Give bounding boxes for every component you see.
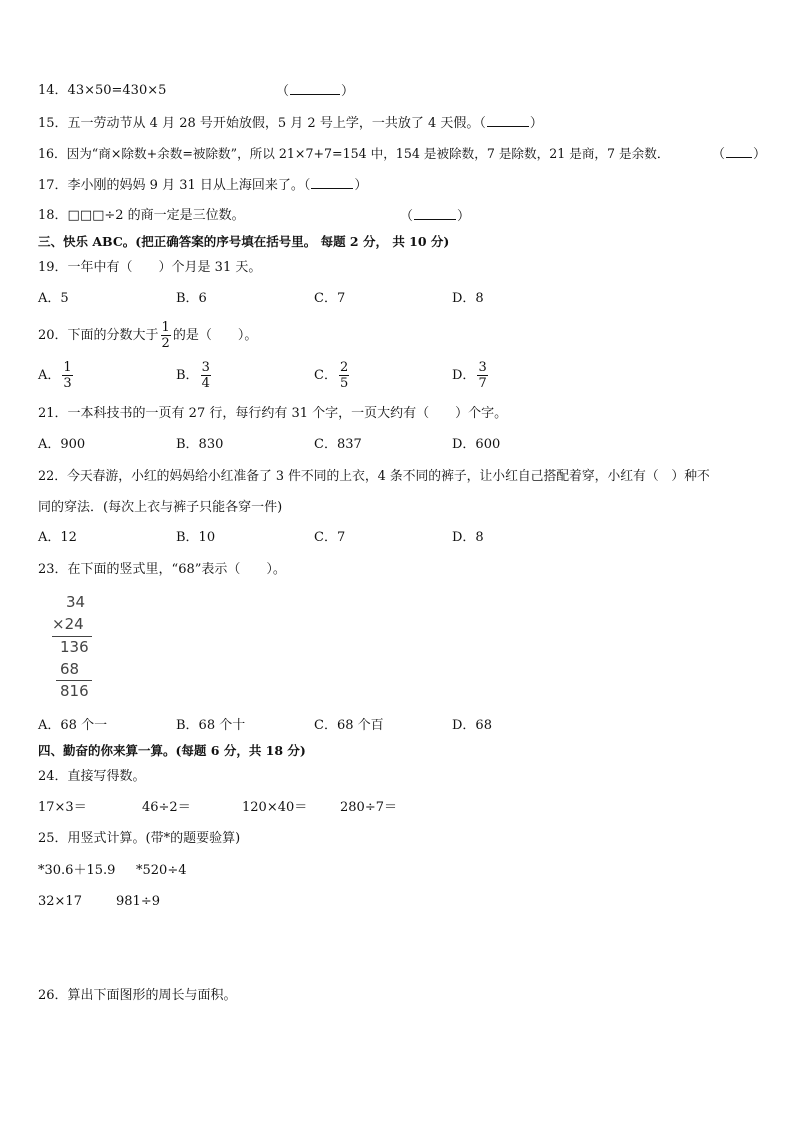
calc-item[interactable]: 981÷9	[116, 894, 160, 909]
section-3-title: 三、快乐 ABC。(把正确答案的序号填在括号里。 每题 2 分， 共 10 分)	[38, 234, 450, 249]
option-b[interactable]: B． $\frac{3}{4}$	[176, 360, 210, 391]
answer-blank[interactable]	[487, 114, 529, 127]
question-20: 20．下面的分数大于 $\frac{1}{2}$ 的是（ ）。	[38, 320, 258, 351]
question-14: 14．43×50=430×5	[38, 83, 167, 98]
vertical-multiplication	[52, 593, 112, 703]
question-19: 19．一年中有（ ）个月是 31 天。	[38, 260, 262, 275]
answer-paren-14[interactable]: （ ）	[276, 84, 355, 99]
option-c[interactable]: C．7	[314, 291, 346, 306]
answer-paren-18[interactable]: （ ）	[400, 209, 471, 224]
question-21: 21．一本科技书的一页有 27 行，每行约有 31 个字，一页大约有（ ）个字。	[38, 406, 508, 421]
question-16: 16．因为“商×除数+余数=被除数”，所以 21×7+7=154 中，154 是被除数，7 是除数，21 是商，7 是余数．	[38, 146, 670, 161]
option-c[interactable]: C．837	[314, 437, 362, 452]
option-d[interactable]: D．8	[452, 291, 484, 306]
fraction: $\frac{3}{7}$	[478, 360, 487, 391]
fraction: $\frac{1}{2}$	[161, 320, 170, 351]
divider-line	[56, 680, 92, 681]
option-d[interactable]: D．600	[452, 437, 501, 452]
question-17: 17．李小刚的妈妈 9 月 31 日从上海回来了。（ ）	[38, 178, 368, 193]
answer-blank[interactable]	[290, 82, 340, 95]
option-b[interactable]: B．10	[176, 530, 216, 545]
calc-item[interactable]: 32×17	[38, 894, 82, 909]
fraction: $\frac{1}{3}$	[63, 360, 72, 391]
option-d[interactable]: D．8	[452, 530, 484, 545]
question-25: 25．用竖式计算。(带*的题要验算)	[38, 831, 241, 846]
section-4-title: 四、勤奋的你来算一算。(每题 6 分，共 18 分)	[38, 743, 306, 758]
partial-product-2: 68	[60, 660, 80, 678]
product-result: 816	[60, 682, 89, 700]
answer-blank[interactable]	[414, 207, 456, 220]
option-a[interactable]: A．12	[38, 530, 77, 545]
multiplicand: 34	[66, 593, 86, 611]
option-d[interactable]: D． $\frac{3}{7}$	[452, 360, 487, 391]
option-b[interactable]: B．830	[176, 437, 224, 452]
option-c[interactable]: C．7	[314, 530, 346, 545]
option-b[interactable]: B．6	[176, 291, 207, 306]
answer-paren-16[interactable]: （ ）	[712, 147, 767, 162]
calc-item[interactable]: 46÷2＝	[142, 800, 191, 815]
question-26: 26．算出下面图形的周长与面积。	[38, 988, 237, 1003]
question-23: 23．在下面的竖式里，“68”表示（ ）。	[38, 562, 286, 577]
calc-item[interactable]: 280÷7＝	[340, 800, 397, 815]
option-a[interactable]: A． $\frac{1}{3}$	[38, 360, 72, 391]
calc-item[interactable]: 120×40＝	[242, 800, 308, 815]
answer-blank[interactable]	[726, 145, 752, 158]
fraction: $\frac{2}{5}$	[339, 360, 349, 391]
calc-item[interactable]: 17×3＝	[38, 800, 87, 815]
question-18: 18．□□□÷2 的商一定是三位数。	[38, 208, 245, 223]
question-24: 24．直接写得数。	[38, 769, 146, 784]
option-c[interactable]: C． $\frac{2}{5}$	[314, 360, 349, 391]
option-a[interactable]: A．68 个一	[38, 718, 108, 733]
fraction: $\frac{3}{4}$	[201, 360, 210, 391]
partial-product-1: 136	[60, 638, 89, 656]
answer-blank[interactable]	[311, 176, 353, 189]
question-15: 15．五一劳动节从 4 月 28 号开始放假，5 月 2 号上学，一共放了 4 天假。（ ）	[38, 116, 543, 131]
divider-line	[52, 636, 92, 637]
calc-item[interactable]: *520÷4	[136, 863, 187, 878]
calc-item[interactable]: *30.6＋15.9	[38, 863, 116, 878]
question-22-line-1: 22．今天春游，小红的妈妈给小红准备了 3 件不同的上衣，4 条不同的裤子，让小红自己搭配着穿，小红有（ ）种不	[38, 469, 710, 484]
option-c[interactable]: C．68 个百	[314, 718, 384, 733]
option-a[interactable]: A．900	[38, 437, 86, 452]
multiplier-line: ×24	[52, 615, 84, 633]
option-a[interactable]: A．5	[38, 291, 69, 306]
question-22-line-2: 同的穿法．(每次上衣与裤子只能各穿一件)	[38, 500, 283, 515]
option-d[interactable]: D．68	[452, 718, 492, 733]
option-b[interactable]: B．68 个十	[176, 718, 246, 733]
